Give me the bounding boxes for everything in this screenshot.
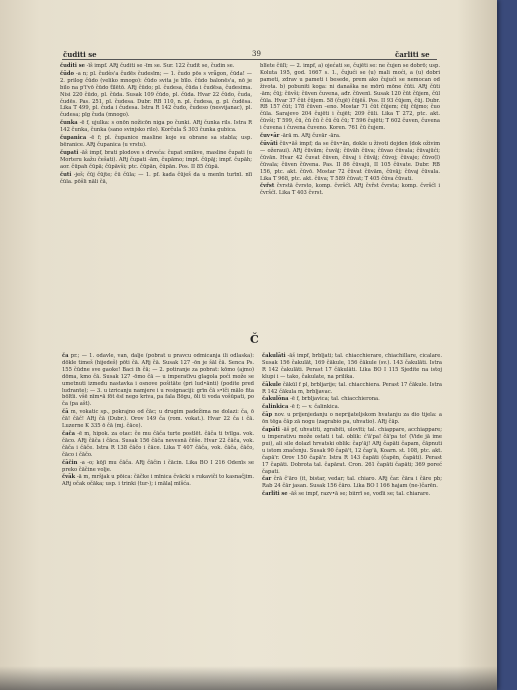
- headword: čunka: [60, 120, 78, 127]
- definition: -ārā m. ARj čuvār -āra.: [279, 133, 341, 140]
- headword: čača: [62, 430, 76, 437]
- entry: [60, 150, 252, 171]
- headword: čvřst: [260, 183, 275, 190]
- headword: čāp: [262, 412, 273, 419]
- entry: [62, 431, 254, 459]
- definition: -āš se impf, razv•ā se; biirrī se, vodīi se; tal. chiarare.: [287, 491, 431, 498]
- entry: [60, 71, 252, 119]
- page-shadow: [0, 666, 497, 690]
- entry: [62, 474, 254, 488]
- definition: -ē f; pl. čupanice masline koje su obrane sa stabla; usp. bēranice. ARj čupanica (u vrstu).: [60, 135, 252, 148]
- header-rule: [62, 59, 437, 60]
- entry: [260, 183, 440, 197]
- definition: -ē f; — v. čalinkica.: [288, 404, 340, 411]
- definition: -ē m, hipok. za otac: če mu čāča turte postlēt. čāča ti tvīlga. vok. čāco. ARj čāča i čāca. Susak 156 čāča nevesnā čēše. Hvar 22 čāča, vok. čāča i čāče. Istra R 138 čāčo i čāce. Lika T 407 čāča, vok. čāča, čāčo, čāco i čāčo.: [62, 430, 254, 458]
- entry: [262, 427, 442, 475]
- headword: čā: [62, 409, 69, 416]
- entry: [260, 63, 440, 132]
- column-top-left: [60, 63, 252, 186]
- headword: čvāk: [62, 474, 76, 481]
- headword: čūdo: [60, 70, 75, 77]
- entry: [62, 353, 254, 408]
- entry: [262, 412, 442, 426]
- headword: čākule: [262, 381, 282, 388]
- page-number: 39: [252, 50, 261, 58]
- headword: čāčin: [62, 459, 78, 466]
- definition: pr.; — 1. odavle, van, dalje (pobrat u pravcu odmicanja ili odlaska): dōkle timeš (hijedeš) pōti čā. ARj čā. Susak 127 -ōn je šāl čā. Senca Ps. 155 čūdne sve gaoke! Baci ih čā; — 2. potiranje za pobrat: kōmo (ajmo) dōma, kmo čā. Susak 127 -ōmo čā — u imperatīvu glagola poći može se umetnuti između nastavka i osnove pošitāte (pri lud•ānti) (podite pred ludrante); — 3. u izricanju namjere i u resignaciji: grīn čā s•īči mālo fita bōltīi. všē nīm•ā fōt ēsī nego kriva, pa fala Bōgu, ōli ti voda vošūpati, po ča (pa ašt).: [62, 353, 254, 408]
- headword: čarliti se: [262, 491, 288, 498]
- entry: [260, 133, 440, 140]
- entry: [262, 382, 442, 396]
- definition: -a n; pl. čudès'a čudēs čudesīm; — 1. čudo pōs s vrågon, čūda! — 2. prilog čūdo (veliko mnogo): čūdo svita je bīlo. čūdo balonēs'a, nō je bilo na p'ī'vō čūdo ťīlētō. ARj čūdo; pl. čudesa, čūda i čudēsa, čudesima. Nisi 220 čūdo, pl. čūda. Susak 109 čūdo, pl. čūda. Hvar 22 čūdo, čuda, čudēs. Pas. 251, pl. čudesa. Dubr. RB 110, n. pl. čudesa, g. pl. čudēsa. Lika T 499, pl. čuda i čudesa. Istra R 142 čudo, čudeso (nesvijanac), pl. čudesa; plg čuda (mnogo).: [60, 70, 252, 119]
- definition: -ješ; čūj čūjte; čū čūla; — 1. pf. kada čūješ da u menīn turīnī. nīī čūla. pōšli nāli čā,: [60, 171, 252, 185]
- definition: -āš impf, brbljati; tal. chiacchierare, chiachillare, cicalare. Susak 156 čakulāt, 169 čākule, 156 čākule (sv.). 143 čakulāti. Istra R 142 čakulāti. Perast 17 čākulāti. Lika BO I 115 Sjedite na istoj klupi i — tako, čakulate, na prilika.: [262, 353, 442, 380]
- headword: čar: [262, 476, 272, 483]
- definition: -ā m, mršjak u pōica: čāčke i mīnica čvācki s rukaviči to kasnačjim. ARj očak očāka; usp. i trinki (tur-); i mālaļ mīšća.: [62, 474, 254, 488]
- column-bottom-left: [62, 353, 254, 489]
- entry: [262, 396, 442, 403]
- entry: [60, 120, 252, 134]
- entry: [60, 172, 252, 186]
- headword: čuv•ār: [260, 133, 280, 140]
- entry: [262, 353, 442, 381]
- headword: čakulōna: [262, 396, 289, 403]
- entry: [260, 141, 440, 182]
- entry: [62, 460, 254, 474]
- definition: m, vokatic sp., pokrajno od čāc; u drugim padežima ne dolazi: ča, ō čā! čāč! ARj čā (Dubr.). Orov 149 ča (rom. vokat.). Hvar 22 ča i čā. Luzerne K 335 ō čā (mj. čāce).: [62, 409, 254, 430]
- headword: čuti: [60, 171, 72, 178]
- headword: čūvāti: [260, 140, 278, 147]
- definition: črā č'āro (it, bistar, vedar; tal. chiaro. ARj čar. čāra i čāre pb; Rab 24 čār jasan. Susak 156 čāro. Lika BO I 166 hajam (ne-)čarēn.: [262, 476, 442, 490]
- section-letter: Č: [250, 333, 259, 346]
- entry: [262, 476, 442, 490]
- headword: čupati: [60, 149, 79, 156]
- entry: [60, 63, 252, 70]
- headword: čapāti: [262, 427, 280, 434]
- definition: čvrstā čvrsto, komp. čvršćī. ARj čvřst čvrsta; komp. čvršćī i čvršćī. Lika T 403 čvrst.: [260, 183, 440, 197]
- headword: ča: [62, 353, 69, 359]
- definition: -a -o; kōjī mu čāča. ARj čāčin i čācin. Lika BO I 216 Odenīs se preko čāčine volje.: [62, 459, 254, 473]
- definition: -īš impf. ARj čuditi se -īm se. Sur. 122 čudit se, čudin se.: [84, 63, 235, 69]
- definition: čūv•āš impf; da se čūv•ān, dokle u životi dojden (dok oživim — ožeraui). ARj čūvām; čuvāj; čūvāh čūva; čūvao čūvala; čūvajūći; čūvān. Hvar 42 čuvat čūven, čūvaj i čūvāj; čūvoj; čūvaje; čūvo(l) čūvala; čūven čūvena. Pas. II 86 čūvajū, II 105 čūvate. Dubr. RB 156, ptc. akt. čūvō. Mostar 72 čūvat čūvām, čūvāj; čūvaj čūvala. Lika T 968, ptc. akt. čūva; T 589 čūvat; T 405 čūva čūvati.: [260, 140, 440, 182]
- entry: [262, 404, 442, 411]
- definition: -ē f, brbljavica; tal. chiacchierona.: [288, 396, 380, 403]
- headword: čakulāti: [262, 353, 286, 359]
- definition: -ē f, ujulka: s onōn nožicōn niga po čunki. ARj čunka rils. Istra R 142 čunka, čunka (sano svinjsko rilo). Korčula Š 303 čunka gubica.: [60, 120, 252, 134]
- column-bottom-right: [262, 353, 442, 499]
- running-head-left: čuditi se: [63, 50, 97, 59]
- column-top-right: [260, 63, 440, 198]
- entry: [262, 491, 442, 498]
- definition: -āš pf, uhvatiti, zgrabiti, ulovīti; tal. chiappare, acchiappare; u imperativu može ostati i tal. oblik: ć'ā'pa! čā'pa to! (Vide jā ime pui), ali sile dolazī hrvatski oblik: čap'āj! ARj čapāti čapam, čāpnuti u istom značenju. Susak 90 čapā't, 12 čap'ā, Koarn. st. 108, ptc. akt. čapā'r. Orov 150 čapā'r. Istra R 143 čapāti (čapēn, čapāti). Perast 17 čapāti. Dobrota tal. čapārat. Cron. 261 čapāti čapāti; 369 poreć čapati.: [262, 427, 443, 475]
- headword: čupanica: [60, 135, 87, 142]
- entry: [62, 409, 254, 430]
- headword: čalinkica: [262, 404, 289, 411]
- headword: čuditi se: [60, 63, 85, 69]
- definition: nov. u prijenjedanju o neprijateljskom hvatanju za dio tijela: a ōn tēga čāp zā nogu (zagrabio pa, uhvatio). ARj čāp.: [262, 412, 442, 426]
- definition: -āš impf, brati plodove s drveća: čupat smikve, masline čupati (u Morteru kažu češati). ARj čupati -ām, čupāmo; impt. čūpāj; impf. čupāh; aor. čūpah čūpā; čūpāvši; ptc. čūpān, čūpān. Pos. II 85 čūpā.: [60, 149, 252, 170]
- definition: čākūl f pl, brbljarije; tal. chiacchiera. Perast 17 čākule. Istra R 142 čākula m, brbljavac.: [262, 381, 442, 395]
- entry: [60, 135, 252, 149]
- definition: blīete čūlī; — 2. impf, a) ojećati se, čujēti se: ne čujen se dobrō; usp. Koluta 195, god. 1667 s. 1., čujući se (u) mali moći, a (u) dobri pameti, zdrav u pameti i besede, prem ako čujući se nemocan od života. b) pobuniti koga: ni današka ne mōrū mōne čūti. ARj čūti -ām; čūj; čūvši; čūven čuvena, ađr. čūvenī. Susak 120 čūt čūjem, čūl čūla. Hvar 37 čūt čūjem. 58 (čujē) čūjēš. Pos. II 93 čūjem, čūj. Dubr. RB 157 čūt; 178 čūven –eno. Mostar 71 čūt čūjem; čūj čūjmo; čuo čūla. Sarajevo 204 čujēti i čujēt; 209 čūli. Lika T 272, ptc. akt. čūvši; T 599, čū, čū čū č čū čū čū; T 596 čujēti; T 602 čuven, čuvena i čuvena i čuvena čuveno. Koren. 761 čū čujem.: [260, 63, 440, 132]
- running-head-right: čarliti se: [395, 50, 430, 59]
